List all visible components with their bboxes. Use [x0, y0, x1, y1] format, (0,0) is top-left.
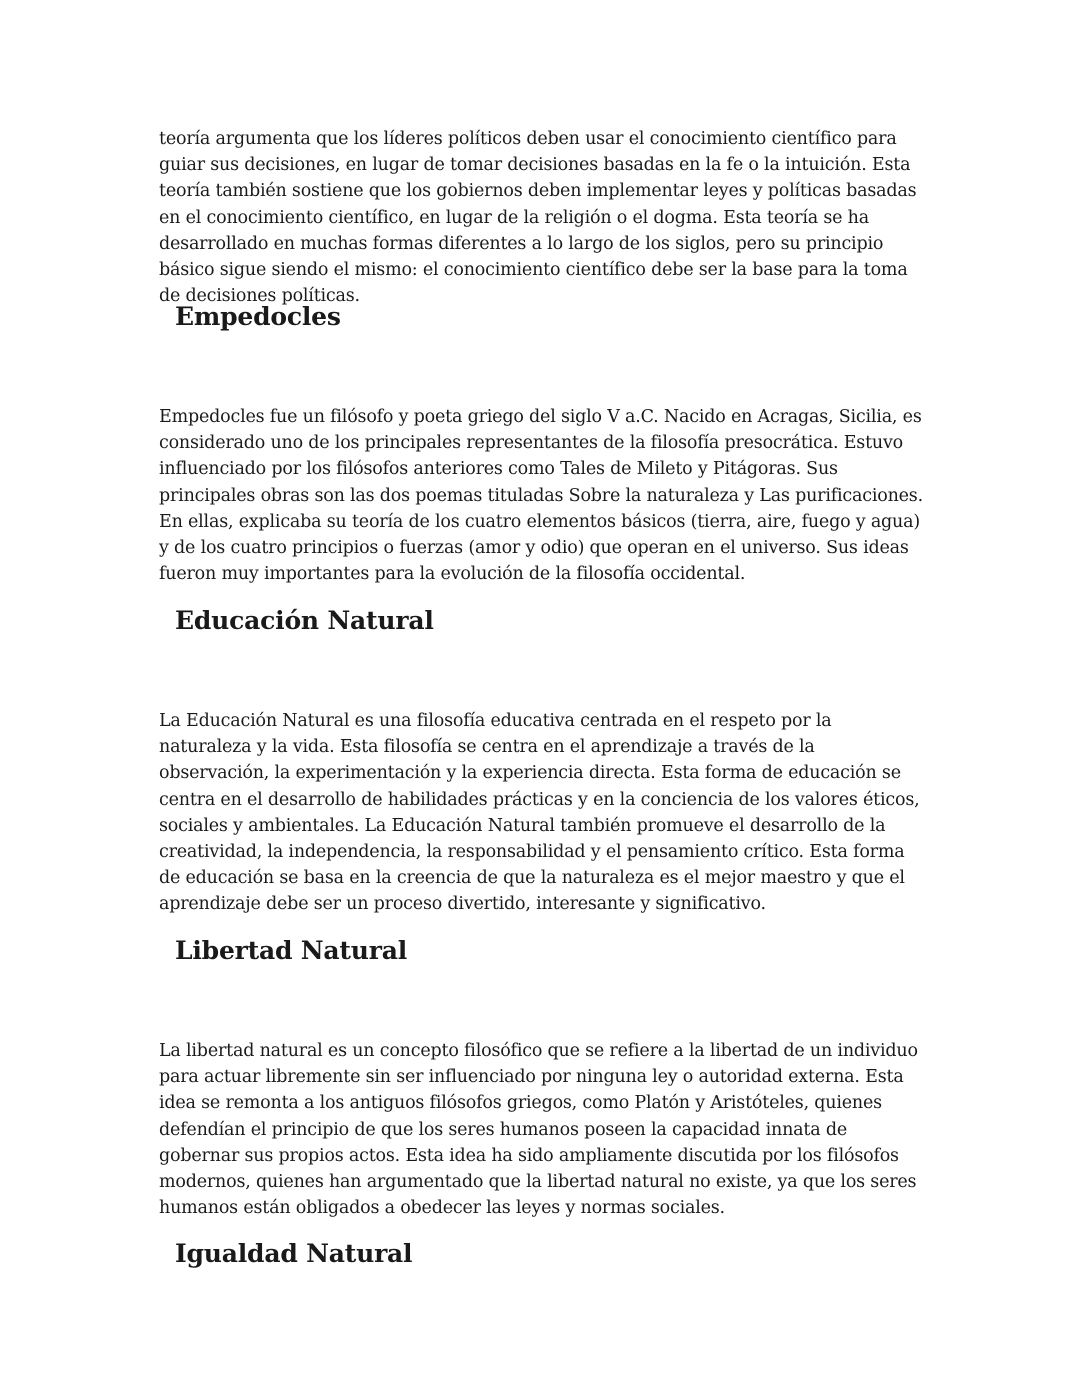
section-heading-libertad-natural: Libertad Natural: [175, 936, 408, 965]
section-heading-empedocles: Empedocles: [175, 302, 341, 331]
section-body-educacion-natural: La Educación Natural es una filosofía educativa centrada en el respeto por la naturaleza y la vida. Esta filosofía se centra en el aprendizaje a través de la observación, la experimentación y la experiencia directa. Esta forma de educación se centra en el desarrollo de habilidades prácticas y en la conciencia de los valores éticos, sociales y ambientales. La Educación Natural también promueve el desarrollo de la creatividad, la independencia, la responsabilidad y el pensamiento crítico. Esta forma de educación se basa en la creencia de que la naturaleza es el mejor maestro y que el aprendizaje debe ser un proceso divertido, interesante y significativo.: [159, 711, 920, 915]
intro-paragraph: teoría argumenta que los líderes políticos deben usar el conocimiento científico para guiar sus decisiones, en lugar de tomar decisiones basadas en la fe o la intuición. Esta teoría también sostiene que los gobiernos deben implementar leyes y políticas basadas en el conocimiento científico, en lugar de la religión o el dogma. Esta teoría se ha desarrollado en muchas formas diferentes a lo largo de los siglos, pero su principio básico sigue siendo el mismo: el conocimiento científico debe ser la base para la toma de decisiones políticas.: [159, 129, 917, 307]
section-body-libertad-natural: La libertad natural es un concepto filosófico que se refiere a la libertad de un individuo para actuar libremente sin ser influenciado por ninguna ley o autoridad externa. Esta idea se remonta a los antiguos filósofos griegos, como Platón y Aristóteles, quienes defendían el principio de que los seres humanos poseen la capacidad innata de gobernar sus propios actos. Esta idea ha sido ampliamente discutida por los filósofos modernos, quienes han argumentado que la libertad natural no existe, ya que los seres humanos están obligados a obedecer las leyes y normas sociales.: [159, 1041, 918, 1219]
section-heading-educacion-natural: Educación Natural: [175, 606, 434, 635]
section-body-empedocles: Empedocles fue un filósofo y poeta griego del siglo V a.C. Nacido en Acragas, Sicilia, es considerado uno de los principales representantes de la filosofía presocrática. Estuvo influenciado por los filósofos anteriores como Tales de Mileto y Pitágoras. Sus principales obras son las dos poemas tituladas Sobre la naturaleza y Las purificaciones. En ellas, explicaba su teoría de los cuatro elementos básicos (tierra, aire, fuego y agua) y de los cuatro principios o fuerzas (amor y odio) que operan en el universo. Sus ideas fueron muy importantes para la evolución de la filosofía occidental.: [159, 407, 923, 585]
section-heading-igualdad-natural: Igualdad Natural: [175, 1239, 413, 1268]
